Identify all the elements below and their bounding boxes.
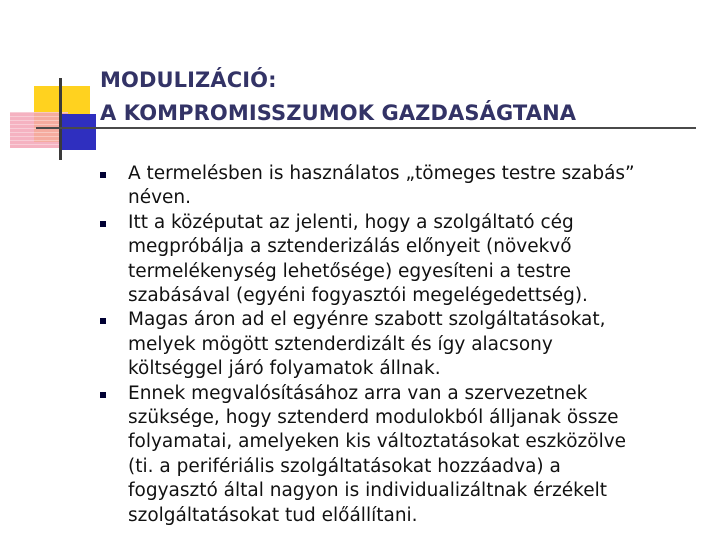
bullet-text-line: fogyasztó által nagyon is individualizáltnak érzékelt	[128, 480, 608, 502]
bullet-item-4	[96, 382, 706, 528]
bullet-text-line: (ti. a perifériális szolgáltatásokat hozzáadva) a	[128, 455, 561, 477]
bullet-text-line: A termelésben is használatos „tömeges testre szabás”	[128, 163, 635, 184]
bullet-list	[96, 162, 706, 528]
bullet-item-1	[96, 162, 706, 211]
slide-title-line-1: MODULIZÁCIÓ:	[100, 68, 277, 92]
bullet-text-line: szüksége, hogy sztenderd modulokból álljanak össze	[128, 407, 619, 429]
bullet-text-line: megpróbálja a sztenderizálás előnyeit (növekvő	[128, 236, 572, 258]
bullet-text-line: szolgáltatásokat tud előállítani.	[128, 504, 418, 526]
square-bullet-icon	[100, 221, 106, 227]
decorative-blue-square	[60, 114, 96, 150]
bullet-item-2	[96, 211, 706, 309]
bullet-text-line: folyamatai, amelyeken kis változtatásokat eszközölve	[128, 431, 627, 453]
decorative-vertical-line	[59, 78, 62, 160]
slide-title	[100, 64, 576, 130]
bullet-text-line: költséggel járó folyamatok állnak.	[128, 358, 441, 380]
square-bullet-icon	[100, 392, 106, 398]
bullet-text-line: Ennek megvalósításához arra van a szervezetnek	[128, 382, 588, 404]
slide-title-line-2: A KOMPROMISSZUMOK GAZDASÁGTANA	[100, 101, 577, 125]
bullet-text-line: Magas áron ad el egyénre szabott szolgáltatásokat,	[128, 309, 606, 331]
bullet-text-line: melyek mögött sztenderdizált és így alacsony	[128, 333, 553, 355]
square-bullet-icon	[100, 172, 106, 178]
bullet-text-line: Itt a középutat az jelenti, hogy a szolgáltató cég	[128, 211, 574, 233]
bullet-item-3	[96, 308, 706, 381]
square-bullet-icon	[100, 318, 106, 324]
bullet-text-line: szabásával (egyéni fogyasztói megelégedettség).	[128, 285, 588, 307]
bullet-text-line: néven.	[128, 187, 192, 209]
bullet-text-line: termelékenység lehetősége) egyesíteni a testre	[128, 260, 571, 282]
